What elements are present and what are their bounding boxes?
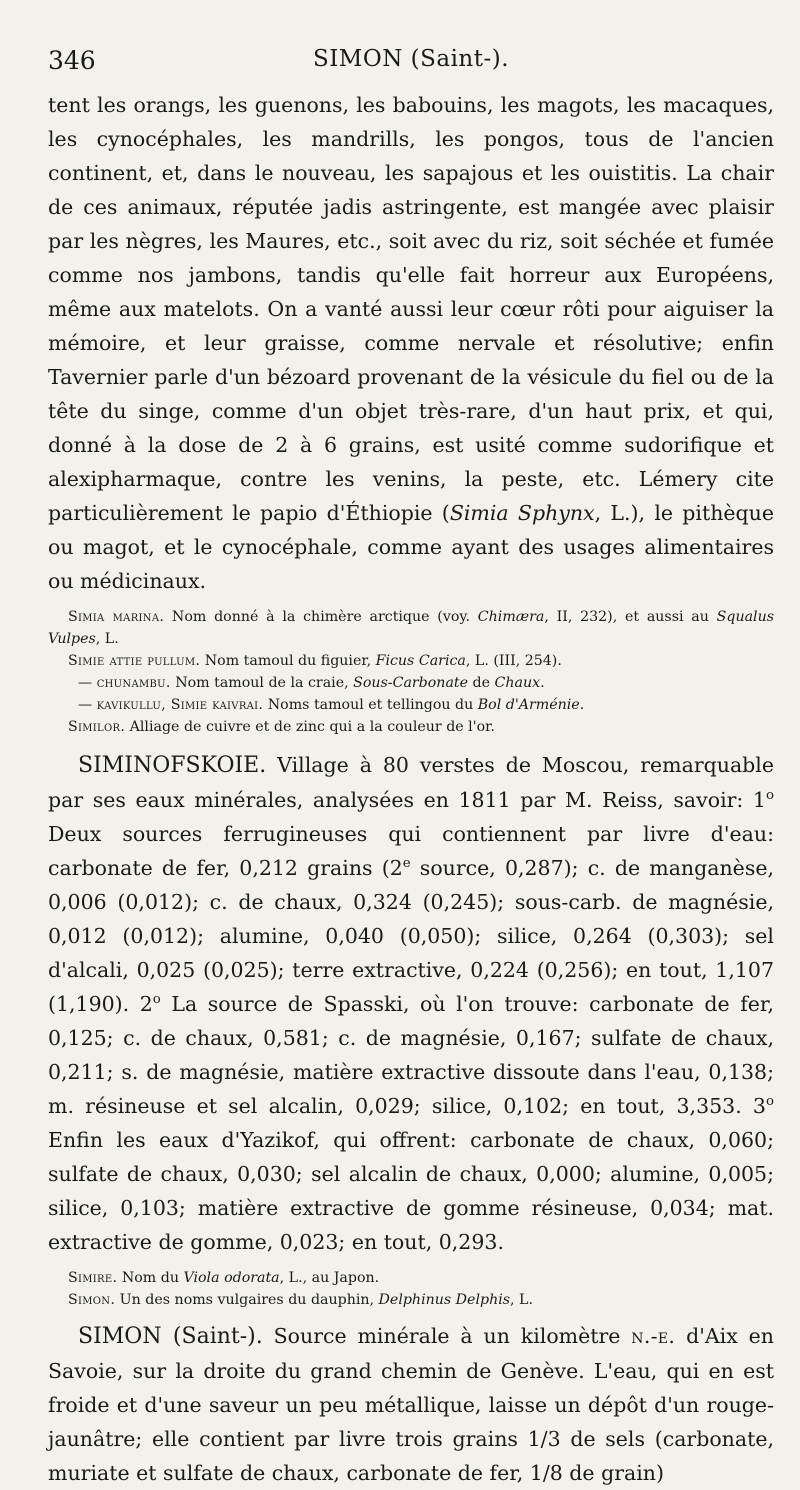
entry-simia-marina: Simia marina. Nom donné à la chimère arctique (voy. Chimæra, II, 232), et aussi au Squalus Vulpes, L. — [48, 609, 774, 647]
entry-chunambu: — chunambu. Nom tamoul de la craie, Sous-Carbonate de Chaux. — [78, 675, 545, 691]
entry-simon-saint: SIMON (Saint-). Source minérale à un kilomètre n.-e. d'Aix en Savoie, sur la droite du grand chemin de Genève. L'eau, qui en est froide et d'une saveur un peu métallique, laisse un dépôt d'un rouge-jaunâtre; elle contient par livre trois grains 1/3 de sels (carbonate, muriate et sulfate de chaux, carbonate de fer, 1/8 de grain) — [48, 1324, 774, 1485]
paragraph-monkeys: tent les orangs, les guenons, les babouins, les magots, les macaques, les cynocéphales, les mandrills, les pongos, tous de l'ancien continent, et, dans le nouveau, les sapajous et les ouistitis. La chair de ces animaux, réputée jadis astringente, est mangée avec plaisir par les nègres, les Maures, etc., soit avec du riz, soit séchée et fumée comme nos jambons, tandis qu'elle fait horreur aux Européens, même aux matelots. On a vanté aussi leur cœur rôti pour aiguiser la mémoire, et leur graisse, comme nervale et résolutive; enfin Tavernier parle d'un bézoard provenant de la vésicule du fiel ou de la tête du singe, comme d'un objet très-rare, d'un haut prix, et qui, donné à la dose de 2 à 6 grains, est usité comme sudorifique et alexipharmaque, contre les venins, la peste, etc. Lémery cite particulièrement le papio d'Éthiopie (Simia Sphynx, L.), le pithèque ou magot, et le cynocéphale, comme ayant des usages alimentaires ou médicinaux. — [48, 93, 774, 593]
entry-siminofskoie: SIMINOFSKOIE. Village à 80 verstes de Moscou, remarquable par ses eaux minérales, analysées en 1811 par M. Reiss, savoir: 1$^o$ Deux sources ferrugineuses qui contiennent par livre d'eau: carbonate de fer, 0,212 grains (2e source, 0,287); c. de manganèse, 0,006 (0,012); c. de chaux, 0,324 (0,245); sous-carb. de magnésie, 0,012 (0,012); alumine, 0,040 (0,050); silice, 0,264 (0,303); sel d'alcali, 0,025 (0,025); terre extractive, 0,224 (0,256); en tout, 1,107 (1,190). 2$^o$ La source de Spasski, où l'on trouve: carbonate de fer, 0,125; c. de chaux, 0,581; c. de magnésie, 0,167; sulfate de chaux, 0,211; s. de magnésie, matière extractive dissoute dans l'eau, 0,138; m. résineuse et sel alcalin, 0,029; silice, 0,102; en tout, 3,353. 3$^o$ Enfin les eaux d'Yazikof, qui offrent: carbonate de chaux, 0,060; sulfate de chaux, 0,030; sel alcalin de chaux, 0,000; alumine, 0,005; silice, 0,103; matière extractive de gomme résineuse, 0,034; mat. extractive de gomme, 0,023; en tout, 0,293. — [48, 753, 774, 1254]
siminofskoie-heading: SIMINOFSKOIE. — [78, 753, 267, 778]
entry-simire: Simire. Nom du Viola odorata, L., au Japon. — [68, 1270, 380, 1286]
entry-kavikullu: — kavikullu, Simie kaivrai. Noms tamoul et tellingou du Bol d'Arménie. — [78, 697, 585, 713]
small-entries-block — [48, 606, 774, 738]
small-entries-block-2 — [48, 1267, 774, 1311]
entry-simie-attie-pullum: Simie attie pullum. Nom tamoul du figuier, Ficus Carica, L. (III, 254). — [68, 653, 562, 669]
running-title: SIMON (Saint-). — [312, 46, 510, 72]
page-number: 346 — [48, 46, 96, 75]
simon-saint-heading: SIMON (Saint-). — [78, 1324, 263, 1349]
page-header — [48, 38, 774, 88]
entry-simon: Simon. Un des noms vulgaires du dauphin, Delphinus Delphis, L. — [68, 1292, 533, 1308]
entry-similor: Similor. Alliage de cuivre et de zinc qui a la couleur de l'or. — [68, 719, 495, 735]
